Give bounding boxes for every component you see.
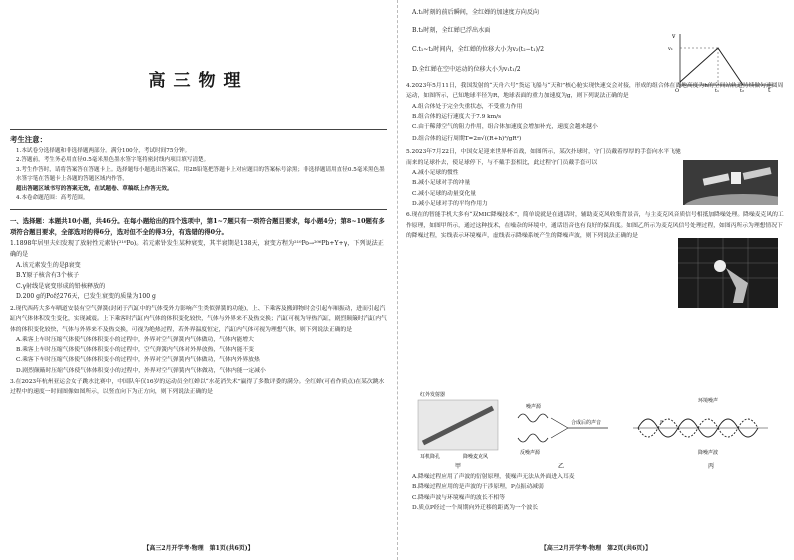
- label-origin: O: [675, 88, 680, 92]
- page-footer: 【高三2月开学考·物理 第2页(共6页)】: [540, 545, 652, 552]
- velocity-line: [680, 48, 743, 85]
- notice-item: 4.本卷命题范围：高考范围。: [16, 195, 89, 202]
- option: B.乘客上车时压缩气体使气体体积变小的过程中，空气弹簧内气体对外界放热，气体内能不变: [16, 347, 254, 354]
- notice-item-emphasis: 超出答题区域书写的答案无效，在试题卷、草稿纸上作答无效。: [16, 185, 173, 192]
- question-2: [10, 304, 387, 376]
- noise-cancel-figure: [408, 388, 783, 470]
- option: D.组合体的运行周期T=2π√((R+h)³/gR²): [412, 136, 522, 143]
- velocity-time-graph: [668, 30, 778, 92]
- right-page: [397, 0, 794, 560]
- label-mic2: 降噪麦克风: [463, 454, 489, 460]
- page-title: 高三物理: [148, 71, 249, 91]
- question-stem: 6.现在的智能手机大多有“双MIC降噪技术”，简单说就是在通话时，辅助麦克风收集背景音，与主麦克风音质信号相抵加降噪处理。降噪麦克风的工作原理，如图甲所示，通过这种技术，在噪杂的环境中，通话语音也有良好的保真度。如图乙所示为麦克风信号处理过程，如图丙所示为理想情况下的降噪过程，实线表示环境噪声，虚线表示降噪系统产生的降噪声波，则下列说法正确的是: [406, 212, 784, 239]
- notice-list: [10, 147, 387, 203]
- section-heading: 一、选择题：本题共10小题，共46分。在每小题给出的四个选项中，第1~7题只有一项符合题目要求，每小题4分；第8~10题有多项符合题目要求，全部选对的得6分，选对但不全的得3分，有选错的得0分。: [10, 217, 385, 237]
- option: B.降噪过程应用的是声波的干涉原理，P点振动减弱: [412, 484, 544, 491]
- label-cancel-noise: 降噪声波: [698, 450, 719, 456]
- notice-heading: 考生注意：: [10, 129, 387, 145]
- divider: [10, 209, 387, 210]
- page-footer: 【高三2月开学考·物理 第1页(共6页)】: [143, 545, 254, 552]
- label-mix: 合成后的声音: [571, 420, 602, 426]
- spacecraft-photo: [683, 160, 778, 205]
- q6-options: [406, 472, 786, 513]
- question-stem: 4.2023年5月11日，我国发射的“天舟六号”货运飞船与“天和”核心舱实现快速交会对接，形成的组合体在离地高度为h的空间站轨道持续做匀速圆周运动，如图所示，已知地球半径为R，地球表面的重力加速度为g，则下列说法正确的是: [406, 83, 784, 100]
- option: C.降噪声波与环境噪声的波长不相等: [412, 494, 506, 501]
- q3-options: [406, 4, 671, 80]
- axis-label-t: t: [768, 87, 771, 92]
- option: D.质点P经过一个周期向外迁移的距离为一个波长: [412, 504, 539, 511]
- question-stem: 5.2023年7月22日，中国女足迎来世界杯首战，如图所示，某次扑球时，守门员戴着厚厚的手套向水平飞驰而来的足球扑去，使足球停下，与不戴手套相比，此过程守门员戴手套可以: [406, 149, 681, 166]
- option: C.t₁~t₂时间内，全红婵的位移大小为v₂(t₂−t₁)/2: [412, 46, 544, 53]
- option: A.组合体处于完全失重状态，不受重力作用: [412, 103, 523, 110]
- figure-jia: [418, 391, 498, 470]
- notice-item: 3.考生作答时，请将答案答在答题卡上。选择题每小题选出答案后，用2B铅笔把答题卡上对应题目的答案标号涂黑；非选择题请用直径0.5毫米黑色墨水签字笔在答题卡上各题的答题区域内作答，: [16, 166, 385, 183]
- option: A.乘客上车时压缩气体使气体体积变小的过程中，外界对空气弹簧内气体做功，气体内能增大: [16, 336, 254, 343]
- option: C.由于稀薄空气的阻力作用，组合体加速度会增加补充，速度会越来越小: [412, 124, 598, 131]
- label-env-noise: 环境噪声: [698, 398, 719, 404]
- notice-item: 2.答题前，考生务必用直径0.5毫米黑色墨水签字笔将密封线内项目填写清楚。: [16, 157, 210, 164]
- option: A.减小足球的惯性: [412, 170, 459, 177]
- option: A.t₁时刻的前后瞬间，全红婵的加速度方向反向: [412, 9, 540, 16]
- question-5: [406, 147, 681, 209]
- label-jia: 甲: [455, 463, 462, 470]
- label-t2: t₂: [740, 88, 745, 92]
- option: C.γ射线是衰变形成的铅核释放的: [16, 282, 106, 290]
- label-mic1: 耳机降孔: [420, 454, 441, 460]
- option: C.减小足球的动量变化量: [412, 190, 477, 197]
- question-stem: 2.现代西药大多车晒道安装有空气弹簧(封闭于汽缸中的气体受外力影响产生类似弹簧的功能)，上、下乘客及搬卸物时会引起车厢振动，进而引起汽缸内气体体积发生变化，实现减震。上下乘客时汽缸内气体的体积变化较快，气体与外界来不及热交换；汽缸可视为导热汽缸，剧烈颠簸时汽缸内气体的体积变化较快，气体与外界来不及热交换，可视为绝热过程，若外界温度恒定，汽缸内气体可视为理想气体，则下列说法正确的是: [10, 306, 387, 333]
- axis-label-v: v: [672, 33, 676, 40]
- option: D.全红婵在空中运动的位移大小为v₁t₁/2: [412, 66, 521, 73]
- question-3: [10, 377, 387, 398]
- option: B.组合体的运行速度大于7.9 km/s: [412, 113, 502, 120]
- label-v1: v₁: [668, 46, 673, 52]
- option: D.200 g的Po经276天，已发生衰变的质量为100 g: [16, 293, 156, 301]
- label-noise-cancel: 反噪声源: [520, 450, 541, 456]
- figure-bing: [633, 397, 768, 470]
- question-stem: 3.在2023年杭州亚运会女子跳水比赛中，中国队年仅16岁的运动员全红婵以“水花消失术”赢得了多数评委的满分。全红婵(可看作质点)在某次跳水过程中的速度一时间图像如图所示，以竖直向下为正方向，则下列说法正确的是: [10, 379, 385, 396]
- question-1: [10, 239, 387, 303]
- q4-options: [406, 102, 676, 147]
- label-mic-title: 红外发射器: [420, 392, 446, 398]
- option: D.剧烈颠簸时压缩气体使气体体积变小的过程中，外界对空气弹簧内气体做功，气体内能一定减小: [16, 367, 266, 374]
- label-noise-env: 噪声源: [526, 404, 542, 410]
- question-stem: 1.1898年居里夫妇发现了放射性元素钋(²¹⁰Po)。若元素钋发生某种衰变，其半衰期是138天，衰变方程为²¹⁰Po→²⁰⁶Pb+Y+γ，下列说法正确的是: [10, 240, 384, 259]
- option: B.Y原子核含有3个核子: [16, 272, 80, 280]
- label-p: P: [660, 420, 664, 426]
- label-t1: t₁: [715, 88, 720, 92]
- question-6: [406, 210, 784, 241]
- option: D.减小足球对手的平均作用力: [412, 200, 488, 207]
- label-bing: 丙: [708, 463, 715, 470]
- option: A.该元素发生的是β衰变: [16, 261, 81, 269]
- label-yi: 乙: [558, 463, 565, 470]
- option: B.减小足球对手的冲量: [412, 180, 471, 187]
- notice-item: 1.本试卷分选择题和非选择题两部分。满分100分，考试时间75分钟。: [16, 148, 191, 154]
- option: A.降噪过程应用了声波的衍射原理，使噪声无法从外面进入耳麦: [412, 474, 575, 480]
- option: B.t₂时刻，全红婵已浮出水面: [412, 27, 491, 34]
- goalkeeper-photo: [678, 238, 778, 308]
- figure-yi: [518, 403, 608, 470]
- option: C.乘客下车时压缩气体使气体体积变小的过程中，外界对空气弹簧内气体做功，气体内外界放热: [16, 357, 260, 364]
